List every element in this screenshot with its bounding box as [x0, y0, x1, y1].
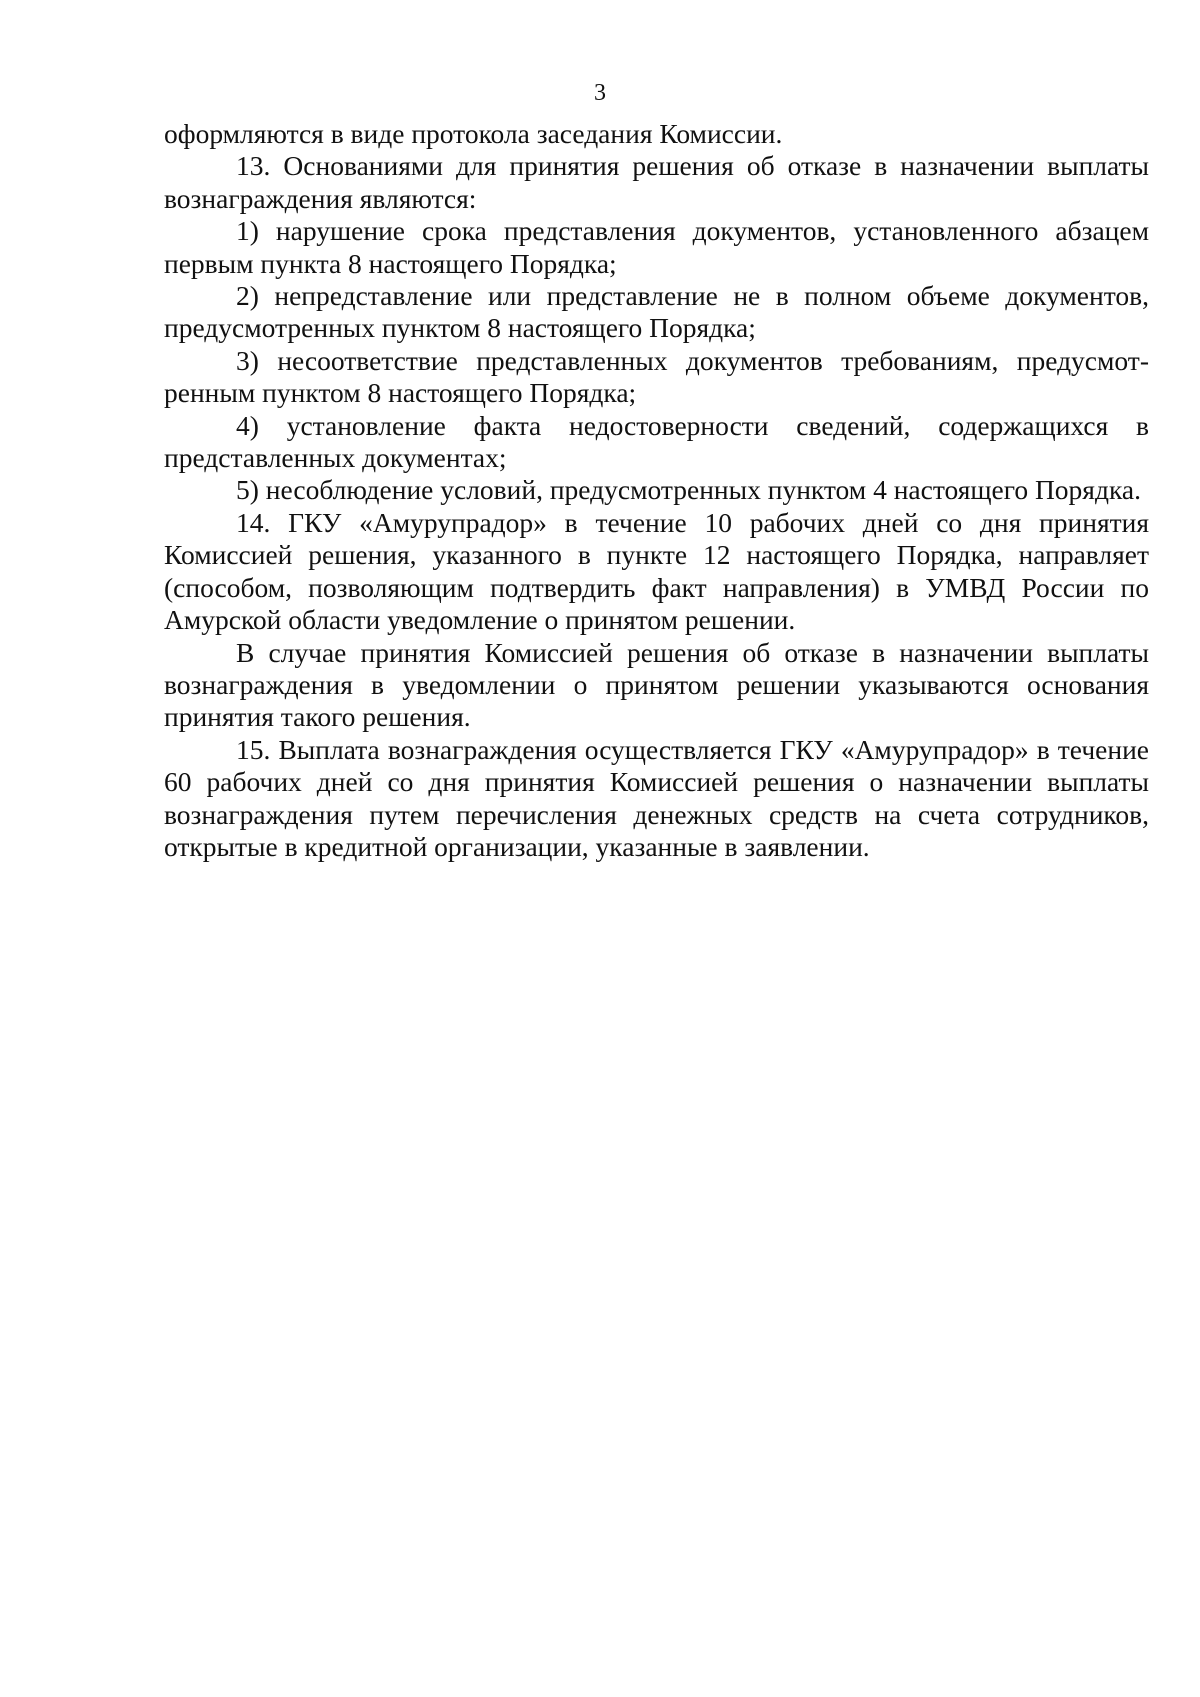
list-item-3: 3) несоответствие представленных документов требованиям, предусмотренным пунктом 8 настоящего Порядка; [164, 344, 1149, 409]
paragraph-refusal-case: В случае принятия Комиссией решения об отказе в назначении выплаты вознаграждения в уведомлении о принятом решении указываются основания принятия такого решения. [164, 636, 1149, 733]
paragraph-clause-15: 15. Выплата вознаграждения осуществляется ГКУ «Амурупрадор» в течение 60 рабочих дней со дня принятия Комиссией решения о назначении выплаты вознаграждения путем перечисления денежных средств на счета сотрудников, открытые в кредитной организации, указанные в заявлении. [164, 733, 1149, 862]
paragraph-clause-14: 14. ГКУ «Амурупрадор» в течение 10 рабочих дней со дня принятия Комиссией решения, указанного в пункте 12 настоящего Порядка, направляет (способом, позволяющим подтвердить факт направления) в УМВД России по Амурской области уведомление о принятом решении. [164, 506, 1149, 636]
page-number: 3 [594, 80, 606, 106]
list-item-1: 1) нарушение срока представления документов, установленного абзацем первым пункта 8 настоящего Порядка; [164, 215, 1149, 279]
list-item-5: 5) несоблюдение условий, предусмотренных пунктом 4 настоящего Порядка. [236, 474, 1141, 506]
list-item-4: 4) установление факта недостоверности сведений, содержащихся в представленных документах; [164, 409, 1149, 474]
paragraph-clause-13: 13. Основаниями для принятия решения об отказе в назначении выплаты вознаграждения являются: [164, 150, 1149, 214]
paragraph-continuation: оформляются в виде протокола заседания Комиссии. [164, 118, 783, 149]
document-body [164, 118, 1149, 863]
list-item-2: 2) непредставление или представление не в полном объеме документов, предусмотренных пунктом 8 настоящего Порядка; [164, 280, 1149, 344]
